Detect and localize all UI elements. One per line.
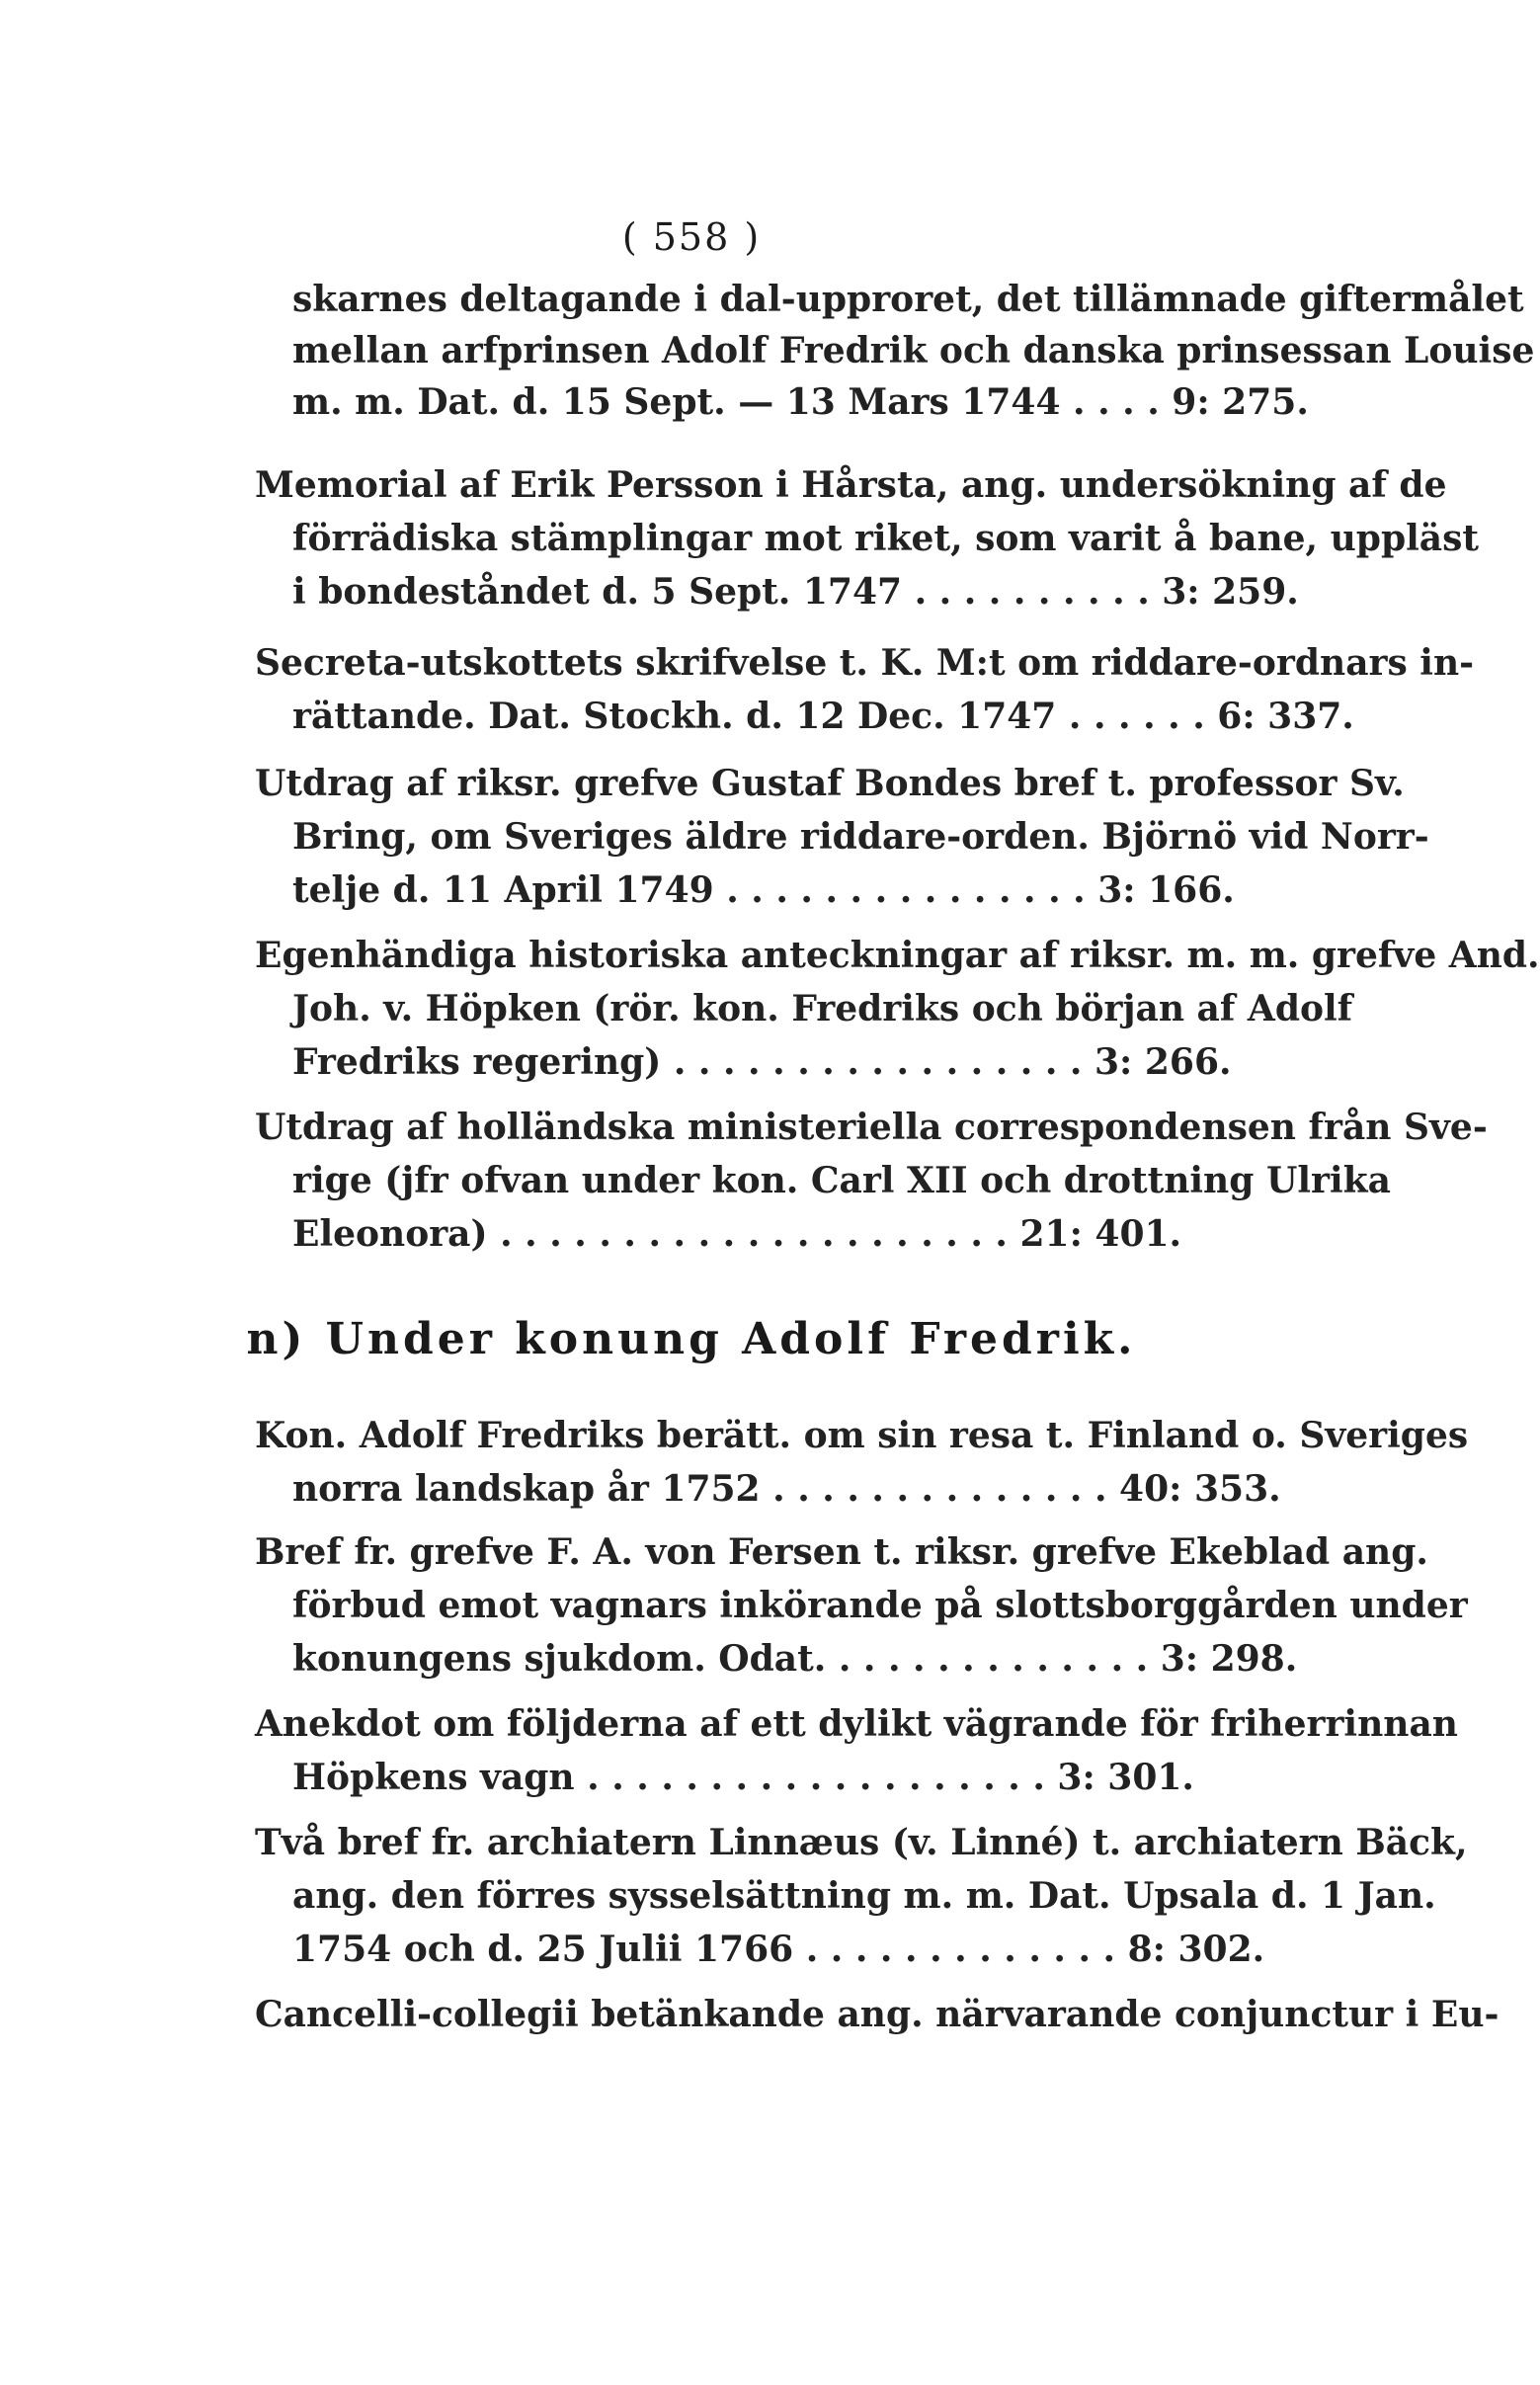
text-line-12: Egenhändiga historiska anteckningar af riksr. m. m. grefve And. [255, 935, 1540, 976]
text-line-10: Bring, om Sveriges äldre riddare-orden. Björnö vid Norr- [292, 816, 1429, 858]
text-line-24: Anekdot om följderna af ett dylikt vägrande för friherrinnan [255, 1703, 1458, 1745]
text-line-5: förrädiska stämplingar mot riket, som varit å bane, uppläst [292, 518, 1480, 559]
page-number: ( 558 ) [621, 215, 762, 259]
text-line-23: konungens sjukdom. Odat. . . . . . . . . . . . . . 3: 298. [292, 1638, 1298, 1680]
text-line-20: norra landskap år 1752 . . . . . . . . . . . . . . 40: 353. [292, 1468, 1281, 1510]
text-line-4: Memorial af Erik Persson i Hårsta, ang. undersökning af de [255, 464, 1447, 506]
text-line-11: telje d. 11 April 1749 . . . . . . . . . . . . . . . 3: 166. [292, 869, 1235, 911]
section-heading: n) Under konung Adolf Fredrik. [246, 1314, 1137, 1364]
text-line-25: Höpkens vagn . . . . . . . . . . . . . . . . . . . 3: 301. [292, 1757, 1194, 1798]
text-line-2: mellan arfprinsen Adolf Fredrik och danska prinsessan Louise [292, 330, 1535, 371]
text-line-22: förbud emot vagnars inkörande på slottsborggården under [292, 1585, 1468, 1626]
text-line-1: skarnes deltagande i dal-upproret, det tillämnade giftermålet [292, 279, 1524, 320]
text-line-19: Kon. Adolf Fredriks berätt. om sin resa t. Finland o. Sveriges [255, 1415, 1469, 1456]
text-line-26: Två bref fr. archiatern Linnæus (v. Linné) t. archiatern Bäck, [255, 1822, 1468, 1863]
text-line-13: Joh. v. Höpken (rör. kon. Fredriks och början af Adolf [292, 988, 1353, 1029]
text-line-6: i bondeståndet d. 5 Sept. 1747 . . . . . . . . . . 3: 259. [292, 571, 1299, 613]
text-line-3: m. m. Dat. d. 15 Sept. — 13 Mars 1744 . . . . 9: 275. [292, 381, 1309, 423]
text-line-7: Secreta-utskottets skrifvelse t. K. M:t om riddare-ordnars in- [255, 642, 1475, 684]
text-line-27: ang. den förres sysselsättning m. m. Dat. Upsala d. 1 Jan. [292, 1875, 1436, 1917]
text-line-21: Bref fr. grefve F. A. von Fersen t. riksr. grefve Ekeblad ang. [255, 1531, 1428, 1573]
text-line-17: Eleonora) . . . . . . . . . . . . . . . . . . . . . 21: 401. [292, 1213, 1182, 1255]
text-line-8: rättande. Dat. Stockh. d. 12 Dec. 1747 . . . . . . 6: 337. [292, 696, 1354, 737]
text-line-29: Cancelli-collegii betänkande ang. närvarande conjunctur i Eu- [255, 1994, 1499, 2035]
text-line-15: Utdrag af holländska ministeriella correspondensen från Sve- [255, 1107, 1488, 1148]
text-line-14: Fredriks regering) . . . . . . . . . . . . . . . . . 3: 266. [292, 1041, 1232, 1083]
text-line-16: rige (jfr ofvan under kon. Carl XII och drottning Ulrika [292, 1160, 1391, 1201]
text-line-28: 1754 och d. 25 Julii 1766 . . . . . . . . . . . . . 8: 302. [292, 1929, 1265, 1970]
text-line-9: Utdrag af riksr. grefve Gustaf Bondes bref t. professor Sv. [255, 763, 1405, 804]
